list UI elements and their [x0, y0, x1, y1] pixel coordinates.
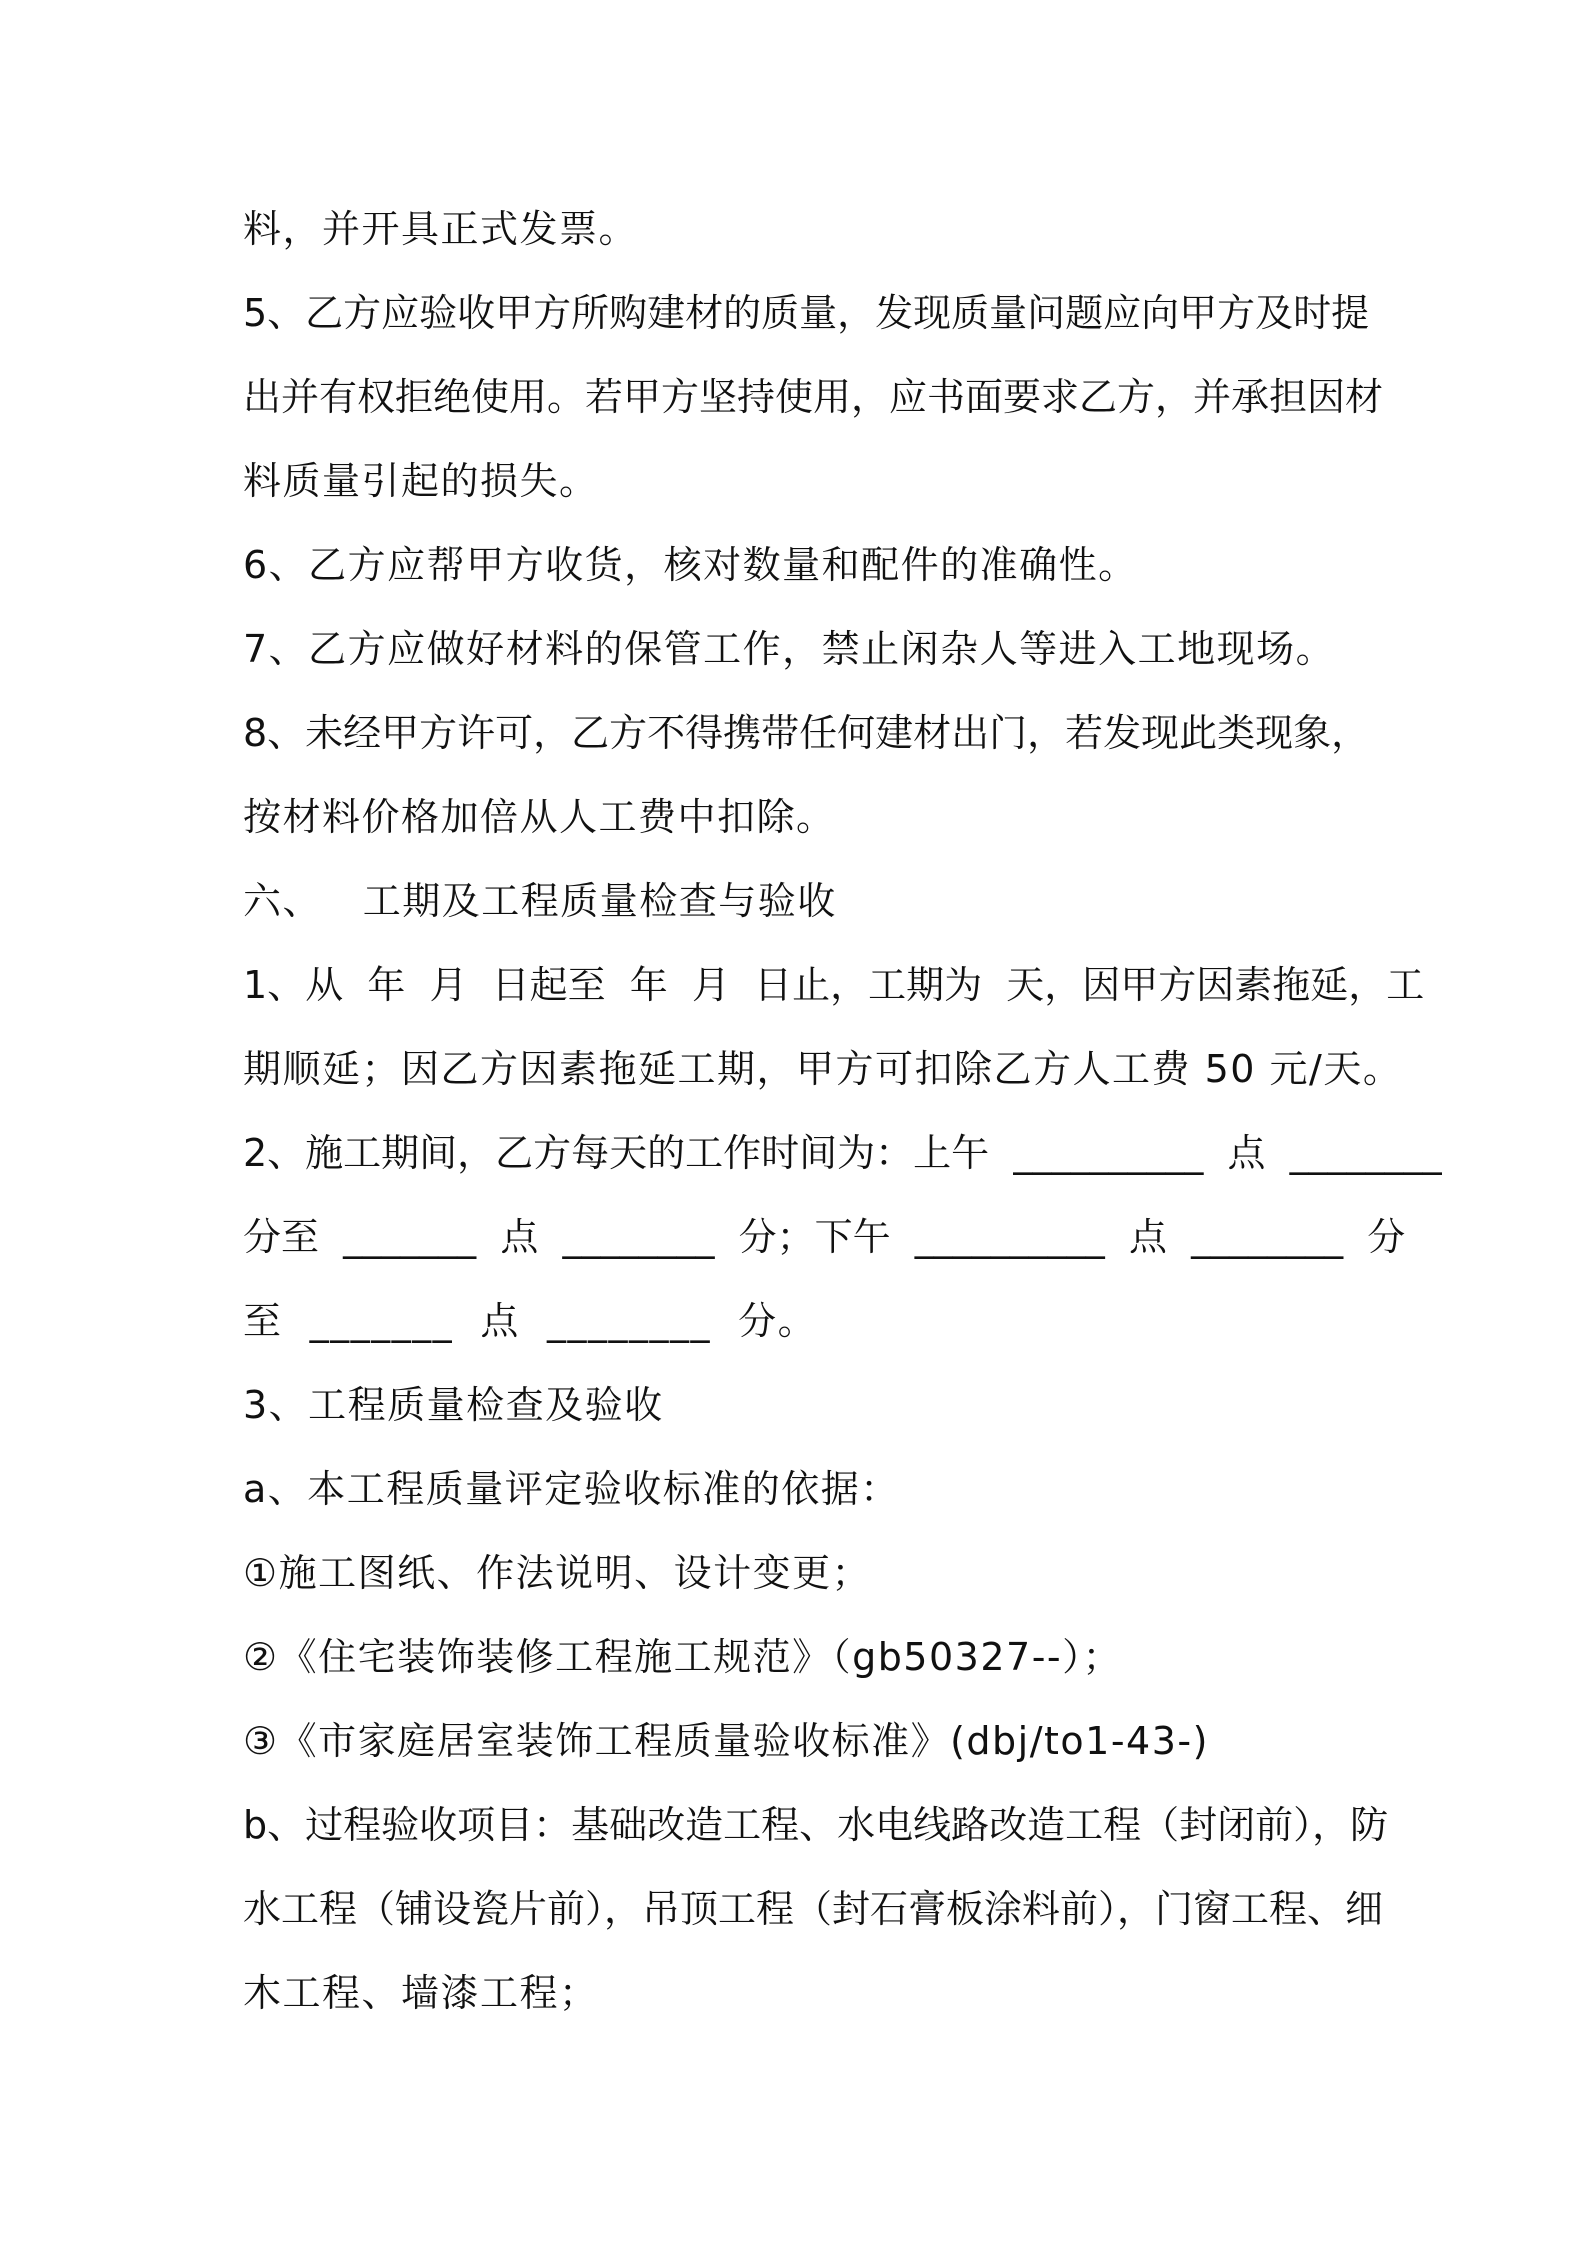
subheading: 3、工程质量检查及验收 [243, 1383, 664, 1427]
text-line: 按材料价格加倍从人工费中扣除。 [243, 795, 836, 839]
text-line: 至 _______ 点 ________ 分。 [243, 1299, 818, 1343]
text-line: 2、施工期间，乙方每天的工作时间为：上午 __________ 点 ________ [243, 1131, 1442, 1175]
text-line: 5、乙方应验收甲方所购建材的质量，发现质量问题应向甲方及时提 [243, 291, 1370, 335]
text-line: 6、乙方应帮甲方收货，核对数量和配件的准确性。 [243, 543, 1138, 587]
text-line: 料质量引起的损失。 [243, 459, 599, 503]
text-line: a、本工程质量评定验收标准的依据： [243, 1467, 900, 1511]
text-line: 出并有权拒绝使用。若甲方坚持使用，应书面要求乙方，并承担因材 [243, 375, 1384, 419]
list-item: ①施工图纸、作法说明、设计变更； [243, 1551, 872, 1595]
list-item: ②《住宅装饰装修工程施工规范》（gb50327--）； [243, 1635, 1123, 1679]
text-line: 1、从 年 月 日起至 年 月 日止，工期为 天，因甲方因素拖延，工 [243, 963, 1425, 1007]
text-line: 7、乙方应做好材料的保管工作，禁止闲杂人等进入工地现场。 [243, 627, 1336, 671]
section-heading: 六、 工期及工程质量检查与验收 [243, 879, 837, 923]
text-line: 木工程、墙漆工程； [243, 1971, 599, 2015]
text-line: 8、未经甲方许可，乙方不得携带任何建材出门，若发现此类现象， [243, 711, 1370, 755]
text-line: b、过程验收项目：基础改造工程、水电线路改造工程（封闭前），防 [243, 1803, 1389, 1847]
list-item: ③《市家庭居室装饰工程质量验收标准》(dbj/to1-43-) [243, 1719, 1209, 1763]
text-line: 分至 _______ 点 ________ 分；下午 __________ 点 ________ 分 [243, 1215, 1406, 1259]
text-line: 料，并开具正式发票。 [243, 207, 639, 251]
text-line: 期顺延；因乙方因素拖延工期，甲方可扣除乙方人工费 50 元/天。 [243, 1047, 1403, 1091]
text-line: 水工程（铺设瓷片前），吊顶工程（封石膏板涂料前），门窗工程、细 [243, 1887, 1384, 1931]
